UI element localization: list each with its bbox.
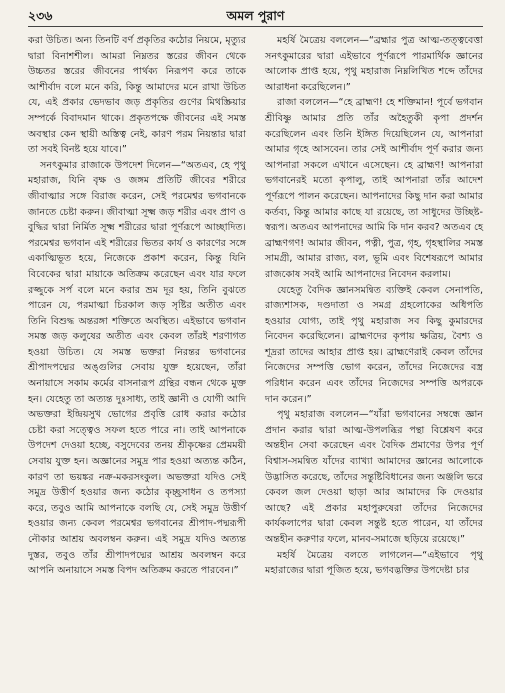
paragraph: মহর্ষি মৈত্রেয় বলতে লাগলেন—“এইভাবে পৃথু মহারাজের দ্বারা পূজিত হয়ে, ভগবদ্ভক্তির উপদেষ্টা চার — [265, 549, 483, 577]
paragraph: রাজা বললেন—“হে ব্রাহ্মণ! হে শক্তিমান! পূর্বে ভগবান শ্রীবিষ্ণু আমার প্রতি তাঁর অহৈতুকী কৃপা প্রদর্শন করেছিলেন এবং তিনি ইঙ্গিত দিয়েছিলেন যে, আপনারা আমার গৃহে আসবেন। তার সেই আশীর্বাদ পূর্ণ করার জন্য আপনারা সকলে এখানে এসেছেন। হে ব্রাহ্মণ! আপনারা ভগবানেরই মতো কৃপালু, তাই আপনারা তাঁর আদেশ পূর্ণরূপে পালন করেছেন। আপনাদের কিছু দান করা আমার কর্তব্য, কিন্তু আমার কাছে যা রয়েছে, তা সাধুদের উচ্ছিষ্ট-স্বরূপ। অতএব আপনাদের আমি কি দান করব? অতএব হে ব্রাহ্মণগণ! আমার জীবন, পত্নী, পুত্র, গৃহ, গৃহস্থালির সমস্ত সামগ্রী, আমার রাজ্য, বল, ভূমি এবং বিশেষরূপে আমার রাজকোষ সবই আমি আপনাদের নিবেদন করলাম। — [265, 97, 483, 280]
paragraph: করা উচিত। অন্য তিনটি বর্ণ প্রকৃতির কঠোর নিয়মে, মৃত্যুর দ্বারা বিনাশশীল। আমরা নিম্নতর স্তরের জীবন থেকে উচ্চতর স্তরের জীবনের পার্থক্য নিরূপণ করে তাকে আশীর্বাদ বলে মনে করি, কিন্তু আমাদের মনে রাখা উচিত যে, এই প্রকার ভেদভাব জড় প্রকৃতির গুণের মিথস্ক্রিয়ার সম্পর্কে বিবাদমান থাকে। প্রকৃতপক্ষে জীবনের এই সমস্ত অবস্থার কেন স্থায়ী অস্তিত্ব নেই, কারণ পরম নিয়ন্তার দ্বারা তা সবই বিনষ্ট হয়ে যাবে।” — [28, 35, 246, 156]
paragraph: মহর্ষি মৈত্রেয় বললেন—“ব্রহ্মার পুত্র আত্ম-তত্ত্ববেত্তা সনৎকুমারের দ্বারা এইভাবে পূর্ণরূপে পারমার্থিক জ্ঞানের আলোক প্রাপ্ত হয়ে, পৃথু মহারাজ নিম্নলিখিত শব্দে তাঁদের আরাধনা করেছিলেন।” — [265, 35, 483, 93]
text-columns — [28, 33, 483, 579]
paragraph: যেহেতু বৈদিক জ্ঞানসমন্বিত ব্যক্তিই কেবল সেনাপতি, রাজ্যশাসক, দণ্ডদাতা ও সমগ্র গ্রহলোকের অধিপতি হওয়ার যোগ্য, তাই পৃথু মহারাজ সব কিছু কুমারদের নিবেদন করেছিলেন। ব্রাহ্মণদের কৃপায় ক্ষত্রিয়, বৈশ্য ও শূদ্ররা তাদের আহার প্রাপ্ত হয়। ব্রাহ্মণেরাই কেবল তাঁদের নিজেদের সম্পত্তি ভোগ করেন, তাঁদের নিজেদের বস্ত্র পরিধান করেন এবং তাঁদের নিজেদের সম্পত্তি অপরকে দান করেন।” — [265, 284, 483, 405]
page-number: ২৩৬ — [28, 8, 53, 23]
left-column — [28, 33, 246, 579]
right-column — [265, 33, 483, 579]
paragraph: পৃথু মহারাজ বললেন—“যাঁরা ভগবানের সম্বন্ধে জ্ঞান প্রদান করার দ্বারা আত্ম-উপলব্ধির পন্থা বিশ্লেষণ করে অন্তহীন সেবা করেছেন এবং বৈদিক প্রমাণের উপর পূর্ণ বিশ্বাস-সমন্বিত যাঁদের ব্যাখ্যা আমাদের জ্ঞানের আলোকে উদ্ভাসিত করেছে, তাঁদের সন্তুষ্টিবিধানের জন্য অঞ্জলি ভরে কেবল জল দেওয়া ছাড়া আর আমাদের কি দেওয়ার আছে? এই প্রকার মহাপুরুষেরা তাঁদের নিজেদের কার্যকলাপের দ্বারা কেবল সন্তুষ্ট হতে পারেন, যা তাঁদের অন্তহীন করুণার ফলে, মানব-সমাজে ছড়িয়ে রয়েছে।” — [265, 409, 483, 545]
paragraph: সনৎকুমার রাজাকে উপদেশ দিলেন—“অতএব, হে পৃথু মহারাজ, যিনি বৃক্ষ ও জঙ্গম প্রতিটি জীবের শরীরে জীবাত্মার সঙ্গে বিরাজ করেন, সেই পরমেশ্বর ভগবানকে জানতে চেষ্টা করুন। জীবাত্মা সূক্ষ্ম জড় শরীর এবং প্রাণ ও বুদ্ধির দ্বারা নির্মিত সূক্ষ্ম শরীরের দ্বারা পূর্ণরূপে আচ্ছাদিত। পরমেশ্বর ভগবান এই শরীরের ভিতর কার্য ও কারণের সঙ্গে একাত্মিভূত হয়ে, নিজেকে প্রকাশ করেন, কিন্তু যিনি বিবেকের দ্বারা মায়াকে অতিক্রম করেছেন এবং যার ফলে রজ্জুকে সর্প বলে মনে করার ভ্রম দূর হয়, তিনি বুঝতে পারেন যে, পরমাত্মা চিরকাল জড় সৃষ্টির অতীত এবং তিনি বিশুদ্ধ অন্তরঙ্গা শক্তিতে অবস্থিত। এইভাবে ভগবান সমস্ত জড় কলুষের অতীত এবং কেবল তাঁরই শরণাগত হওয়া উচিত। যে সমস্ত ভক্তরা নিরন্তর ভগবানের শ্রীপাদপদ্মের অঙ্গুলির সেবায় যুক্ত হয়েছেন, তাঁরা অনায়াসে সকাম কর্মের বাসনারূপ গ্রন্থির বন্ধন থেকে মুক্ত হন। যেহেতু তা অত্যন্ত দুঃসাধ্য, তাই জ্ঞানী ও যোগী আদি অভক্তরা ইন্দ্রিয়সুখ ভোগের প্রবৃত্তি রোধ করার কঠোর চেষ্টা করা সত্ত্বেও সফল হতে পারে না। তাই আপনাকে উপদেশ দেওয়া হচ্ছে, বসুদেবের তনয় শ্রীকৃষ্ণের প্রেমময়ী সেবায় যুক্ত হন। অজ্ঞানের সমুদ্র পার হওয়া অত্যন্ত কঠিন, কারণ তা ভয়ঙ্কর নক্র-মকরসংকুল। অভক্তরা যদিও সেই সমুদ্র উত্তীর্ণ হওয়ার জন্য কঠোর কৃচ্ছ্রসাধন ও তপস্যা করে, তবুও আমি আপনাকে বলছি যে, সেই সমুদ্র উত্তীর্ণ হওয়ার জন্য কেবল পরমেশ্বর ভগবানের শ্রীপাদ-পদ্মরূপী নৌকার আশ্রয় অবলম্বন করুন। এই সমুদ্র যদিও অত্যন্ত দুস্তর, তবুও তাঁর শ্রীপাদপদ্মের আশ্রয় অবলম্বন করে আপনি অনায়াসে সমস্ত বিপদ অতিক্রম করতে পারবেন।” — [28, 159, 246, 577]
page-title: অমল পুরাণ — [226, 8, 285, 23]
page-header — [28, 8, 483, 27]
